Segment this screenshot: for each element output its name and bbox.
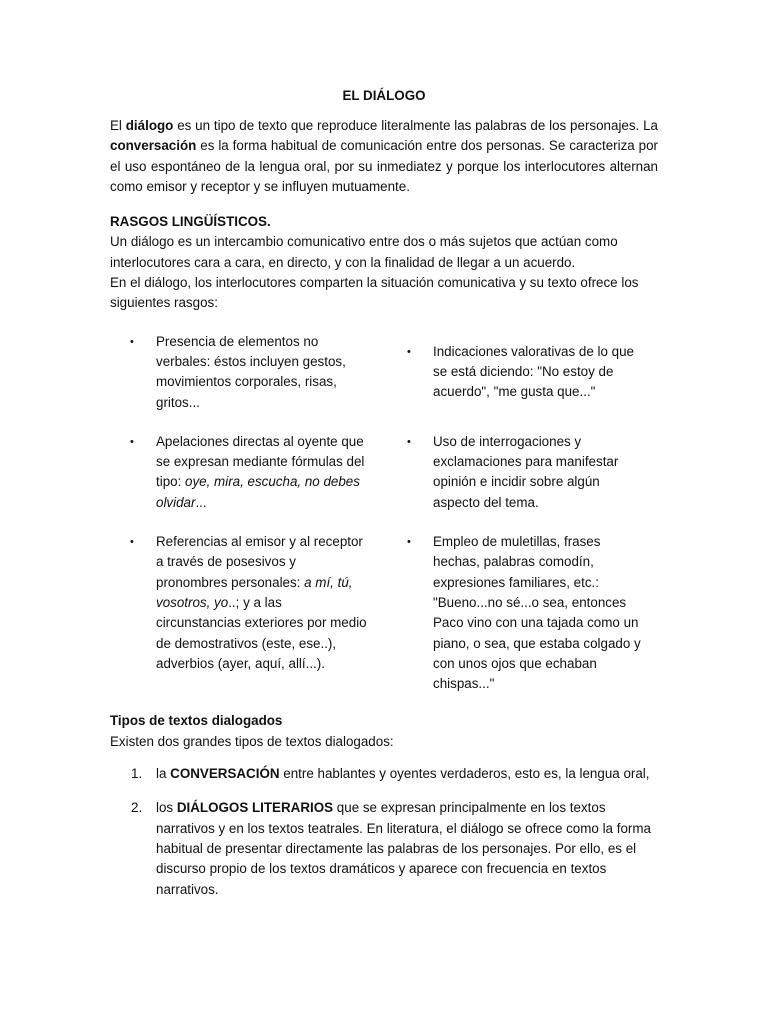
- trait-text: [156, 534, 367, 671]
- trait-item-nonverbal: [110, 332, 381, 413]
- trait-text-italic: oye, mira, escucha, no debes olvidar: [156, 474, 360, 510]
- tipos-intro: Existen dos grandes tipos de textos dialogados:: [110, 733, 394, 749]
- list-number: 1.: [131, 766, 143, 782]
- bullet-icon: •: [130, 335, 134, 348]
- tipos-heading: Tipos de textos dialogados: [110, 713, 283, 729]
- intro-text: es un tipo de texto que reproduce literalmente las palabras de los personajes. La: [173, 118, 658, 133]
- document-title: EL DIÁLOGO: [342, 88, 426, 103]
- intro-paragraph: [110, 116, 658, 197]
- tipos-item-literarios: [110, 798, 658, 899]
- bullet-icon: •: [130, 435, 134, 448]
- intro-term-dialogo: diálogo: [125, 118, 174, 133]
- bullet-icon: •: [407, 536, 411, 549]
- intro-text: El: [110, 118, 126, 133]
- trait-item-muletillas: [387, 532, 658, 694]
- trait-text: [156, 434, 364, 510]
- list-text-part: entre hablantes y oyentes verdaderos, esto es, la lengua oral,: [279, 766, 650, 782]
- intro-term-conversacion: conversación: [110, 138, 197, 154]
- trait-text: Indicaciones valorativas de lo que se está diciendo: "No estoy de acuerdo", "me gusta que...": [433, 343, 634, 400]
- traits-list: [110, 332, 658, 714]
- list-text-part: los: [156, 800, 177, 816]
- trait-text: Uso de interrogaciones y exclamaciones para manifestar opinión e incidir sobre algún aspecto del tema.: [433, 433, 619, 510]
- bullet-icon: •: [407, 435, 411, 448]
- trait-text-part: Referencias al emisor y al receptor a través de posesivos y pronombres personales:: [156, 534, 363, 590]
- list-text-part: que se expresan principalmente en los textos narrativos y en los textos teatrales. En literatura, el diálogo se ofrece como la forma habitual de presentar directamente las palabras de los personajes. Por ello, es el discurso propio de los textos dramáticos y aparece con frecuencia en textos narrativos.: [156, 800, 651, 897]
- trait-text: Empleo de muletillas, frases hechas, palabras comodín, expresiones familiares, etc.: "Bueno...no sé...o sea, entonces Paco vino con una tajada como un piano, o sea, que estaba colgado y con unos ojos que echaban chispas...": [433, 534, 641, 692]
- trait-text-part: Apelaciones directas al oyente que se expresan mediante fórmulas del tipo:: [156, 433, 365, 490]
- trait-text-part: ..; y a las circunstancias exteriores por medio de demostrativos (este, ese..), adverbios (ayer, aquí, allí...).: [156, 594, 367, 671]
- trait-item-referencias: [110, 532, 381, 694]
- trait-text: Presencia de elementos no verbales: éstos incluyen gestos, movimientos corporales, risas, gritos...: [156, 333, 346, 410]
- tipos-list: [110, 764, 658, 900]
- trait-item-interrogaciones: [387, 432, 658, 513]
- document-page: [110, 86, 658, 914]
- intro-text: es la forma habitual de comunicación entre dos personas. Se caracteriza por el uso espontáneo de la lengua oral, por su inmediatez y porque los interlocutores alternan como emisor y receptor y se influyen mutuamente.: [110, 138, 658, 194]
- tipos-item-conversacion: [110, 764, 658, 784]
- trait-text-part: ...: [195, 494, 207, 510]
- list-term: DIÁLOGOS LITERARIOS: [176, 800, 334, 816]
- rasgos-paragraph-2: En el diálogo, los interlocutores comparten la situación comunicativa y su texto ofrece los siguientes rasgos:: [110, 275, 639, 311]
- bullet-icon: •: [407, 345, 411, 358]
- list-term: CONVERSACIÓN: [170, 766, 280, 782]
- trait-text-italic: a mí, tú, vosotros, yo: [156, 574, 353, 610]
- bullet-icon: •: [130, 536, 134, 549]
- rasgos-heading: RASGOS LINGÜÍSTICOS.: [110, 214, 271, 230]
- trait-item-valorativas: [387, 342, 658, 413]
- rasgos-paragraph-1: Un diálogo es un intercambio comunicativo entre dos o más sujetos que actúan como interlocutores cara a cara, en directo, y con la finalidad de llegar a un acuerdo.: [110, 234, 618, 270]
- trait-item-apelaciones: [110, 432, 381, 513]
- list-number: 2.: [131, 800, 143, 816]
- list-text-part: la: [156, 766, 171, 782]
